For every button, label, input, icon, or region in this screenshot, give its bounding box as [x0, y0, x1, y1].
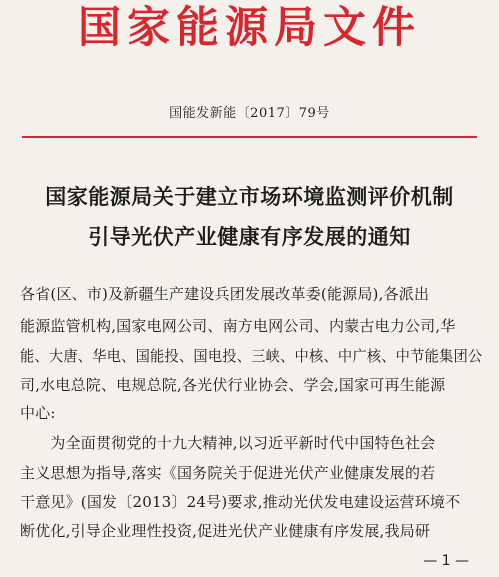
page-number: — 1 —	[423, 553, 469, 569]
body-line: 司,水电总院、电规总院,各光伏行业协会、学会,国家可再生能源	[20, 376, 446, 394]
body-line: 主义思想为指导,落实《国务院关于促进光伏产业健康发展的若	[20, 464, 436, 482]
body-line: 各省(区、市)及新疆生产建设兵团发展改革委(能源局),各派出	[20, 285, 430, 303]
document-number: 国能发新能〔2017〕79号	[169, 106, 330, 121]
body-line: 能源监管机构,国家电网公司、南方电网公司、内蒙古电力公司,华	[20, 317, 456, 335]
body-line: 断优化,引导企业理性投资,促进光伏产业健康有序发展,我局研	[20, 522, 431, 540]
title-line-2: 引导光伏产业健康有序发展的通知	[88, 225, 411, 249]
title-line-1: 国家能源局关于建立市场环境监测评价机制	[45, 185, 454, 209]
body-line: 能、大唐、华电、国能投、国电投、三峡、中核、中广核、中节能集团公	[20, 347, 483, 365]
body-line: 中心:	[20, 404, 56, 422]
body-line: 干意见》(国发〔2013〕24号)要求,推动光伏发电建设运营环境不	[20, 493, 461, 511]
red-divider	[22, 136, 477, 138]
body-line: 为全面贯彻党的十九大精神,以习近平新时代中国特色社会	[20, 434, 436, 452]
masthead: 国家能源局文件	[78, 3, 421, 53]
